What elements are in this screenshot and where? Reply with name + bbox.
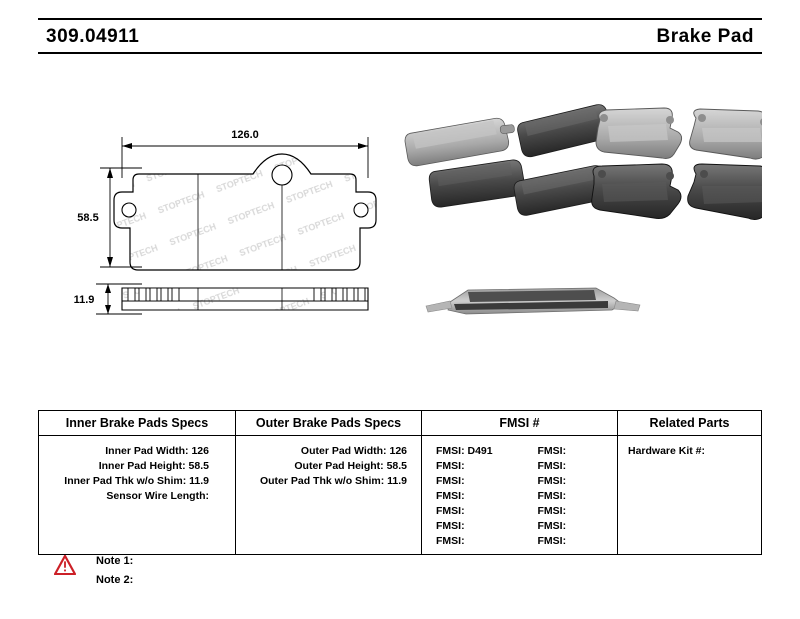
fmsi-row: FMSI: D491 <box>436 445 493 457</box>
pad-photo-edge-view <box>426 288 640 314</box>
svg-text:58.5: 58.5 <box>77 212 99 224</box>
pad-photo-group-left <box>404 102 623 217</box>
outer-spec-row: Outer Pad Height: 58.5 <box>294 460 407 472</box>
svg-text:11.9: 11.9 <box>73 294 95 306</box>
fmsi-row: FMSI: <box>537 535 567 547</box>
specs-table-header-row <box>39 411 761 436</box>
fmsi-row: FMSI: <box>537 475 567 487</box>
notes-section <box>54 552 354 590</box>
fmsi-row: FMSI: <box>537 460 567 472</box>
related-parts-row: Hardware Kit #: <box>628 445 706 457</box>
column-header-related-parts: Related Parts <box>617 411 761 435</box>
note-2: Note 2: <box>96 574 134 586</box>
inner-spec-row: Sensor Wire Length: <box>106 490 209 502</box>
edge-view-drawing <box>74 284 368 314</box>
fmsi-row: FMSI: <box>436 535 465 547</box>
inner-specs-cell <box>39 436 235 554</box>
pad-photo-group-right <box>592 108 762 220</box>
warning-icon <box>54 555 76 575</box>
header-bar <box>38 18 762 54</box>
technical-drawing <box>38 62 762 392</box>
fmsi-row: FMSI: <box>436 475 465 487</box>
related-parts-cell <box>617 436 761 554</box>
column-header-fmsi: FMSI # <box>421 411 617 435</box>
outer-spec-row: Outer Pad Thk w/o Shim: 11.9 <box>259 475 407 487</box>
fmsi-row: FMSI: <box>436 490 465 502</box>
outer-specs-cell <box>235 436 421 554</box>
part-number: 309.04911 <box>46 26 140 47</box>
svg-text:126.0: 126.0 <box>231 129 259 141</box>
inner-spec-row: Inner Pad Height: 58.5 <box>98 460 209 472</box>
fmsi-row: FMSI: <box>537 520 567 532</box>
column-header-inner-specs: Inner Brake Pads Specs <box>65 416 209 430</box>
inner-spec-row: Inner Pad Width: 126 <box>105 445 209 457</box>
column-header-outer-specs: Outer Brake Pads Specs <box>235 411 421 435</box>
fmsi-row: FMSI: <box>436 505 465 517</box>
drawing-area <box>38 62 762 392</box>
fmsi-column-right <box>520 444 618 549</box>
inner-spec-row: Inner Pad Thk w/o Shim: 11.9 <box>64 475 209 487</box>
fmsi-column-left <box>422 444 520 549</box>
fmsi-row: FMSI: <box>436 460 465 472</box>
fmsi-row: FMSI: <box>537 445 567 457</box>
fmsi-row: FMSI: <box>537 490 567 502</box>
front-view-drawing <box>77 129 376 270</box>
note-1: Note 1: <box>96 555 134 567</box>
fmsi-cell <box>421 436 617 554</box>
specs-table <box>38 410 762 555</box>
page-title: Brake Pad <box>656 26 754 47</box>
fmsi-row: FMSI: <box>537 505 567 517</box>
outer-spec-row: Outer Pad Width: 126 <box>300 445 407 457</box>
specs-table-body <box>39 436 761 554</box>
fmsi-row: FMSI: <box>436 520 465 532</box>
